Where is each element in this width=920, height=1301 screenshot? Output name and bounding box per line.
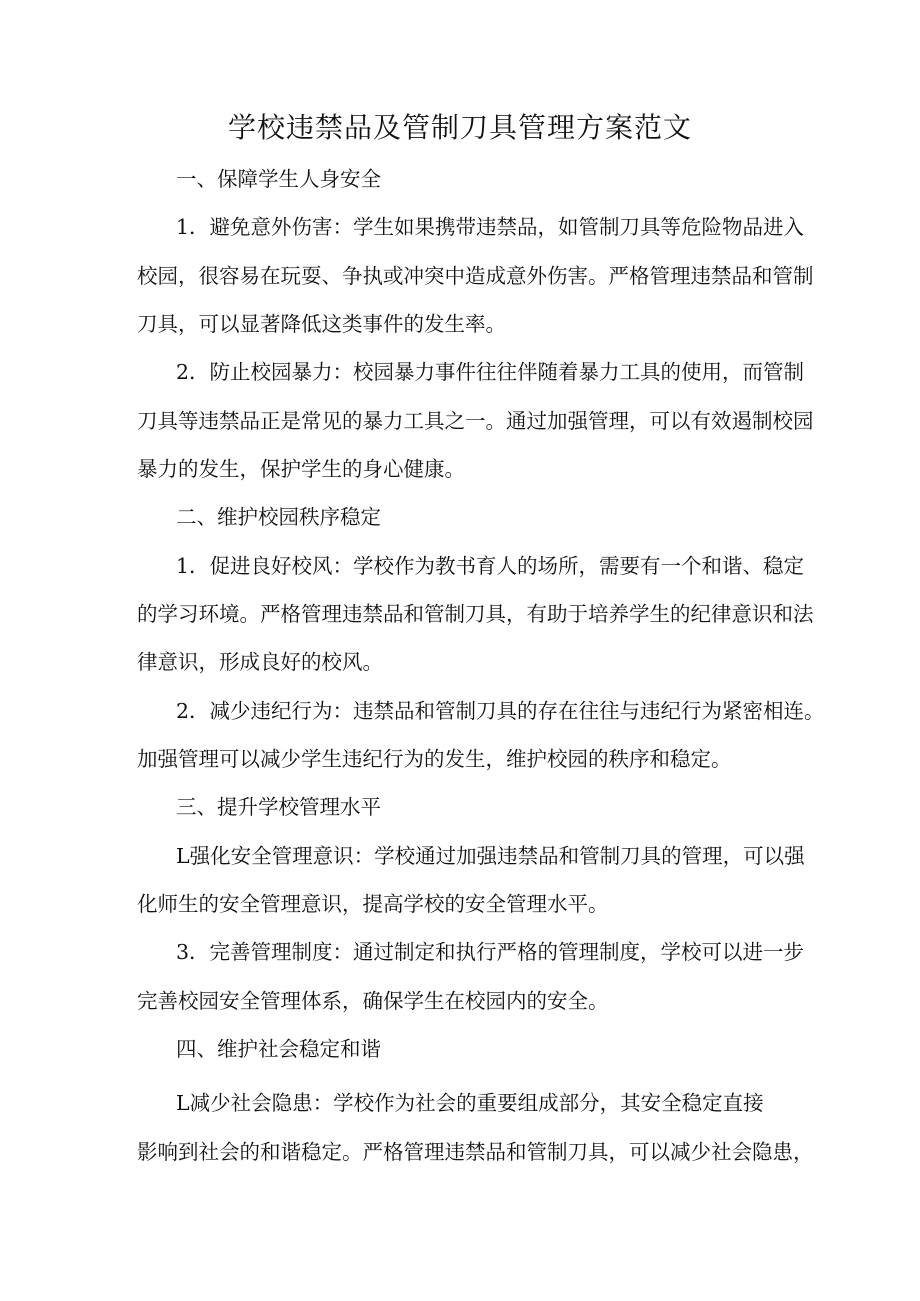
paragraph-line: 刀具等违禁品正是常见的暴力工具之一。通过加强管理，可以有效遏制校园 <box>137 409 814 433</box>
paragraph-line: 刀具，可以显著降低这类事件的发生率。 <box>137 312 506 336</box>
section-heading-1: 一、保障学生人身安全 <box>176 167 381 191</box>
paragraph-line: 2．防止校园暴力：校园暴力事件往往伴随着暴力工具的使用，而管制 <box>176 360 805 384</box>
paragraph-line: 1．促进良好校风：学校作为教书育人的场所，需要有一个和谐、稳定 <box>176 554 805 578</box>
document-title: 学校违禁品及管制刀具管理方案范文 <box>227 111 692 144</box>
paragraph-line: 3．完善管理制度：通过制定和执行严格的管理制度，学校可以进一步 <box>176 940 805 964</box>
paragraph-line: 暴力的发生，保护学生的身心健康。 <box>137 457 465 481</box>
paragraph-line: 加强管理可以减少学生违纪行为的发生，维护校园的秩序和稳定。 <box>137 747 732 771</box>
paragraph-line: 校园，很容易在玩耍、争执或冲突中造成意外伤害。严格管理违禁品和管制 <box>137 264 814 288</box>
paragraph-line: 化师生的安全管理意识，提高学校的安全管理水平。 <box>137 892 609 916</box>
paragraph-line: 完善校园安全管理体系，确保学生在校园内的安全。 <box>137 989 609 1013</box>
section-heading-3: 三、提升学校管理水平 <box>176 795 381 819</box>
paragraph-line: 的学习环境。严格管理违禁品和管制刀具，有助于培养学生的纪律意识和法 <box>137 602 814 626</box>
paragraph-line: 律意识，形成良好的校风。 <box>137 650 383 674</box>
paragraph-line: 2．减少违纪行为：违禁品和管制刀具的存在往往与违纪行为紧密相连。 <box>176 699 825 723</box>
paragraph-line: L减少社会隐患：学校作为社会的重要组成部分，其安全稳定直接 <box>176 1091 764 1115</box>
section-heading-4: 四、维护社会稳定和谐 <box>176 1037 381 1061</box>
paragraph-line: 1．避免意外伤害：学生如果携带违禁品，如管制刀具等危险物品进入 <box>176 215 805 239</box>
paragraph-line: L强化安全管理意识：学校通过加强违禁品和管制刀具的管理，可以强 <box>176 844 805 868</box>
section-heading-2: 二、维护校园秩序稳定 <box>176 505 381 529</box>
paragraph-line: 影响到社会的和谐稳定。严格管理违禁品和管制刀具，可以减少社会隐患， <box>137 1140 814 1164</box>
